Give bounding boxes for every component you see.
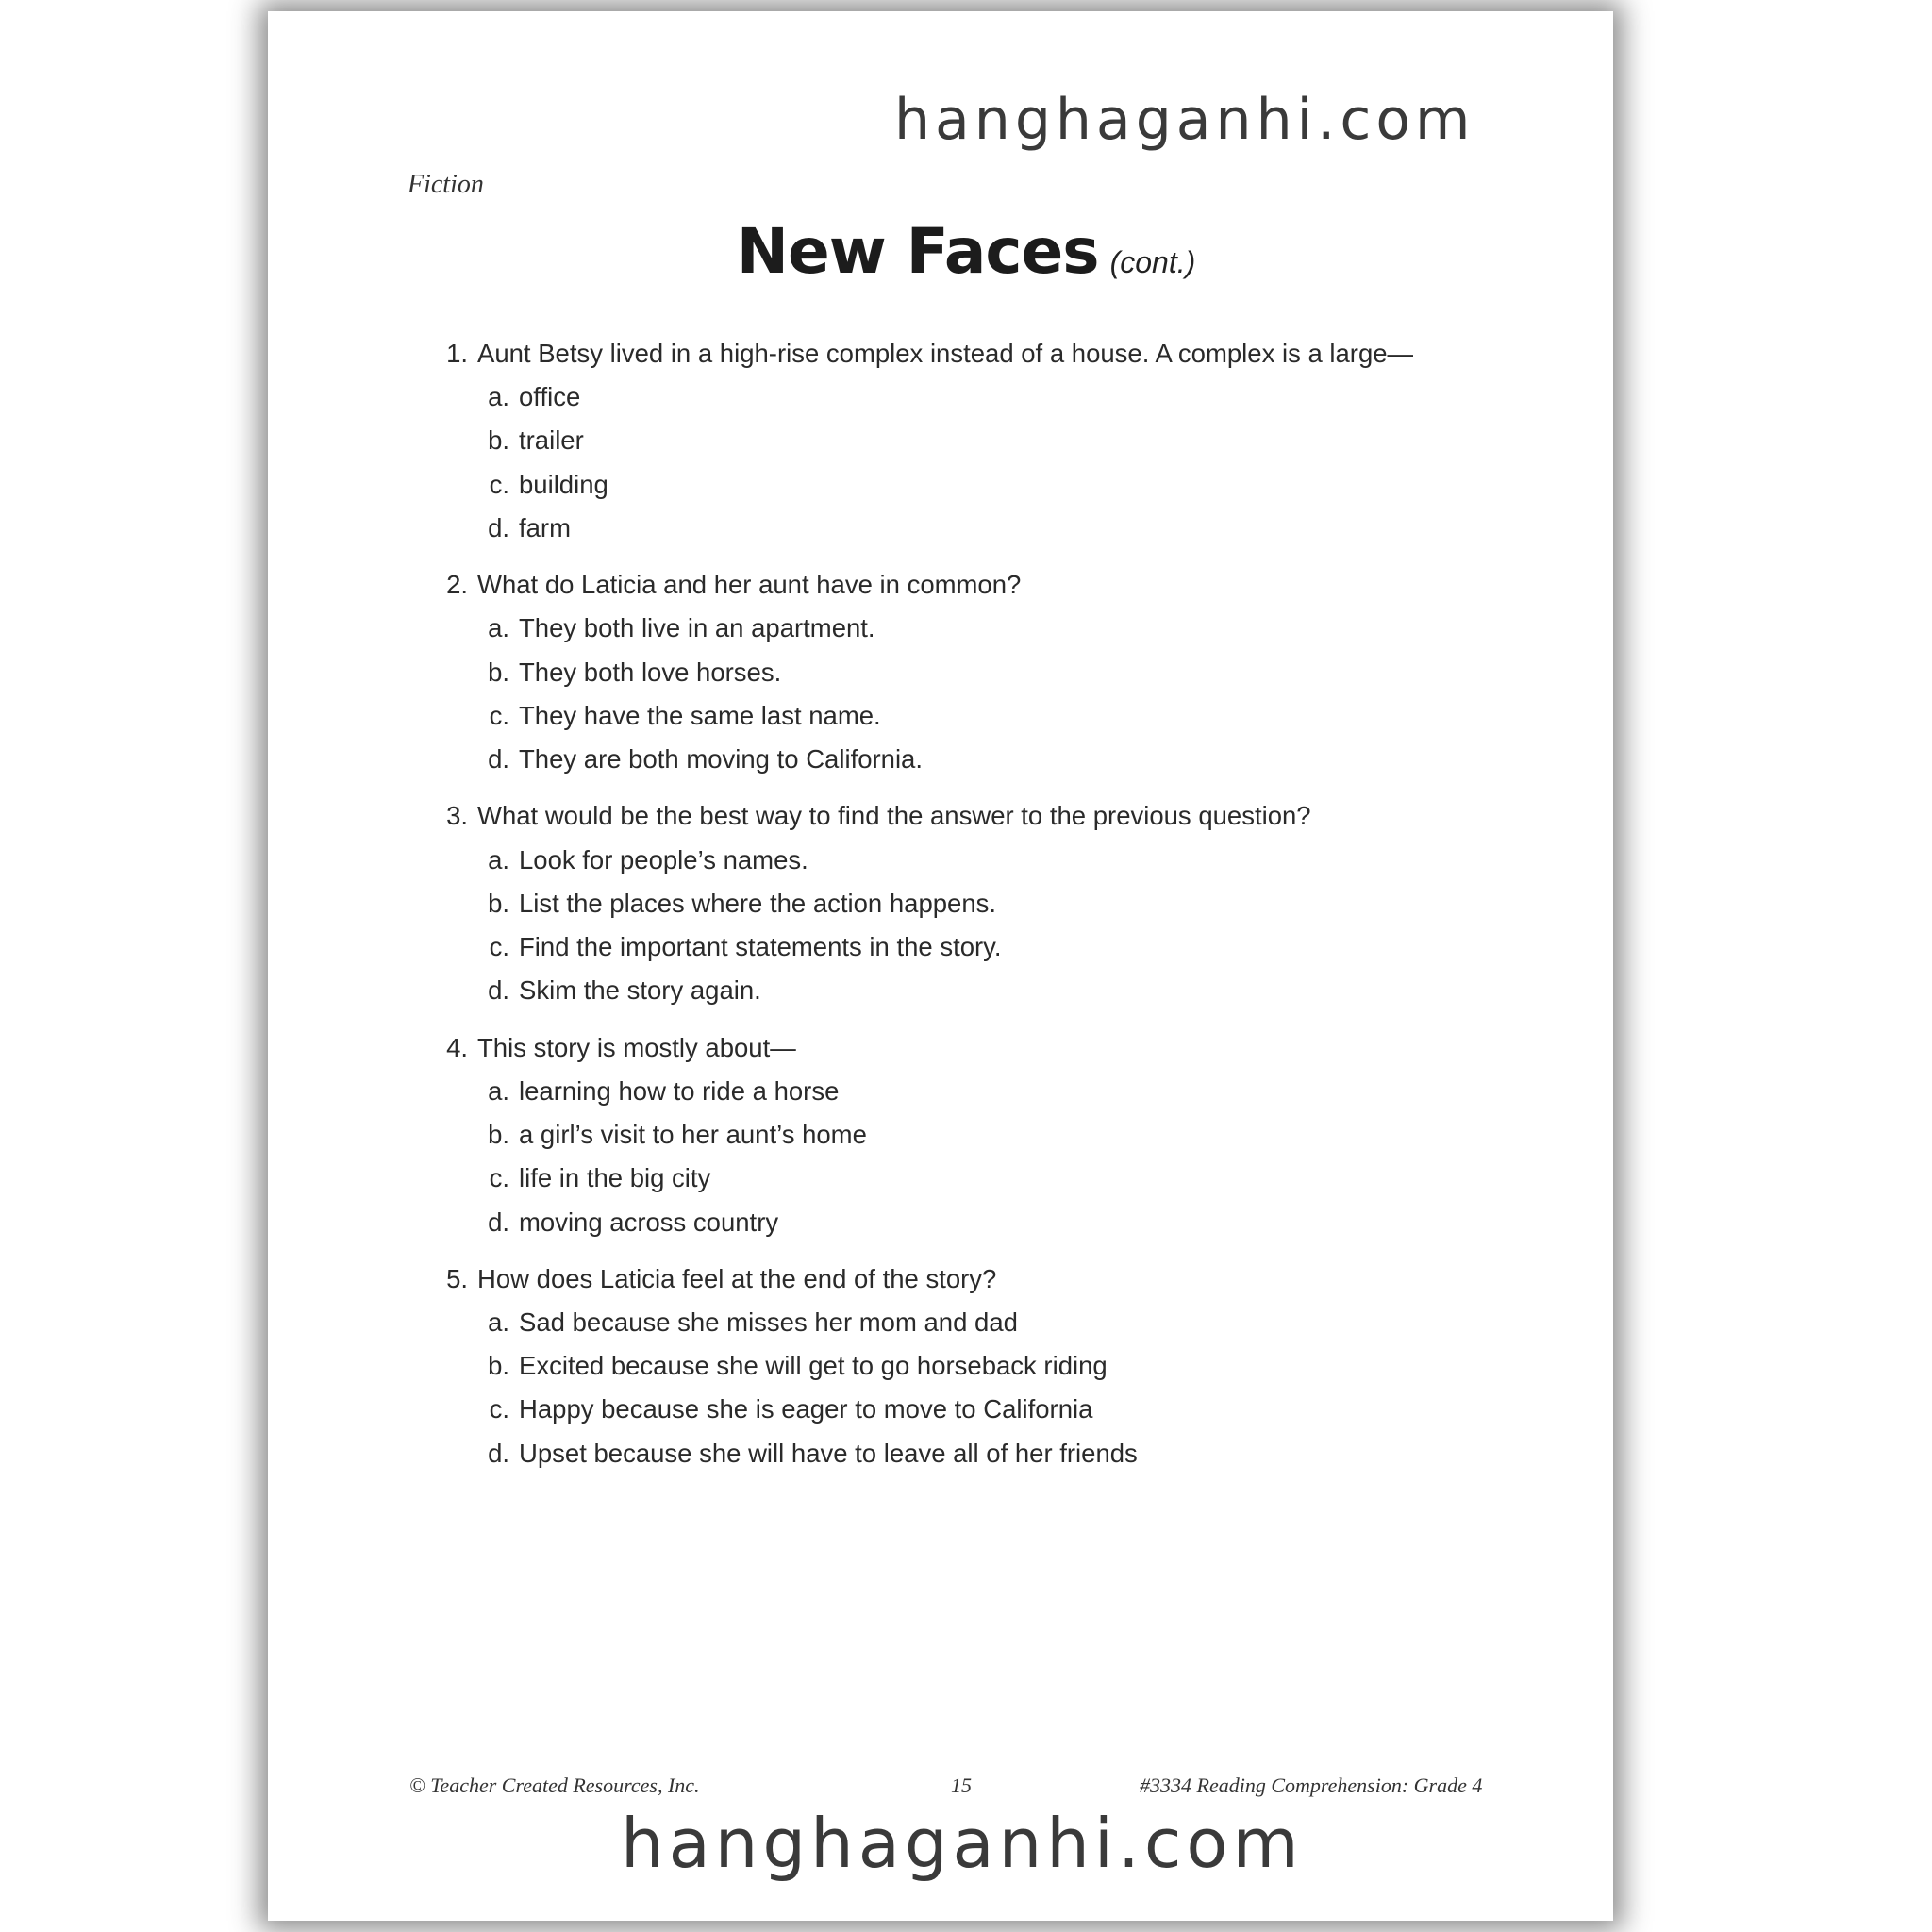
footer-page-number: 15 [951, 1774, 972, 1797]
question-item [434, 794, 1566, 1012]
answer-options [434, 1301, 1566, 1475]
option-letter: a. [488, 1307, 509, 1337]
question-item [434, 563, 1566, 781]
answer-option [434, 1157, 1566, 1200]
answer-option [434, 1432, 1566, 1475]
option-text: life in the big city [519, 1163, 711, 1193]
option-letter: d. [488, 513, 509, 543]
question-item [434, 1026, 1566, 1244]
option-text: trailer [519, 425, 584, 456]
answer-option [434, 1301, 1566, 1344]
watermark-bottom: hanghaganhi.com [621, 1804, 1304, 1883]
question-line [434, 332, 1566, 375]
page-title [0, 215, 1932, 288]
answer-option [434, 419, 1566, 462]
option-letter: d. [488, 975, 509, 1006]
option-letter: b. [488, 657, 509, 687]
answer-option [434, 1113, 1566, 1157]
answer-option [434, 738, 1566, 781]
answer-option [434, 375, 1566, 419]
option-text: They both live in an apartment. [519, 613, 875, 643]
option-text: Skim the story again. [519, 975, 761, 1006]
option-text: Sad because she misses her mom and dad [519, 1307, 1018, 1337]
option-text: Look for people’s names. [519, 844, 808, 874]
question-text: Aunt Betsy lived in a high-rise complex instead of a house. A complex is a large— [477, 339, 1414, 368]
option-letter: c. [489, 1394, 509, 1424]
answer-option [434, 607, 1566, 650]
option-text: List the places where the action happens. [519, 888, 997, 918]
title-sub: (cont.) [1109, 245, 1196, 279]
answer-options [434, 838, 1566, 1012]
option-text: They are both moving to California. [519, 744, 923, 774]
option-text: farm [519, 513, 571, 543]
question-list [434, 332, 1566, 1489]
option-text: Happy because she is eager to move to California [519, 1394, 1093, 1424]
question-item [434, 1257, 1566, 1475]
answer-option [434, 650, 1566, 693]
footer-copyright: © Teacher Created Resources, Inc. [409, 1774, 700, 1797]
option-text: learning how to ride a horse [519, 1075, 840, 1106]
option-text: Upset because she will have to leave all of her friends [519, 1438, 1138, 1468]
answer-option [434, 1070, 1566, 1113]
option-letter: b. [488, 888, 509, 918]
option-text: Excited because she will get to go horseback riding [519, 1351, 1108, 1381]
section-label: Fiction [408, 170, 484, 199]
question-number: 5. [446, 1263, 468, 1293]
answer-option [434, 1200, 1566, 1243]
answer-options [434, 375, 1566, 550]
question-number: 1. [446, 339, 468, 368]
question-text: What would be the best way to find the answer to the previous question? [477, 801, 1311, 831]
option-text: moving across country [519, 1207, 779, 1237]
answer-option [434, 463, 1566, 507]
question-line [434, 1026, 1566, 1070]
option-text: office [519, 382, 581, 412]
question-number: 3. [446, 801, 468, 831]
title-main: New Faces [736, 215, 1099, 288]
question-line [434, 563, 1566, 607]
answer-options [434, 1070, 1566, 1244]
answer-options [434, 607, 1566, 781]
option-letter: d. [488, 1207, 509, 1237]
question-number: 4. [446, 1032, 468, 1062]
option-letter: a. [488, 844, 509, 874]
answer-option [434, 694, 1566, 738]
answer-option [434, 882, 1566, 925]
option-text: They both love horses. [519, 657, 782, 687]
option-letter: a. [488, 613, 509, 643]
watermark-top: hanghaganhi.com [894, 87, 1475, 153]
option-letter: c. [489, 469, 509, 499]
question-line [434, 794, 1566, 838]
option-letter: b. [488, 425, 509, 456]
question-line [434, 1257, 1566, 1301]
answer-option [434, 838, 1566, 881]
answer-option [434, 925, 1566, 969]
option-letter: a. [488, 382, 509, 412]
option-text: building [519, 469, 608, 499]
question-number: 2. [446, 570, 468, 600]
option-letter: c. [489, 1163, 509, 1193]
option-text: They have the same last name. [519, 700, 881, 730]
question-item [434, 332, 1566, 550]
option-letter: b. [488, 1120, 509, 1149]
option-letter: c. [489, 700, 509, 730]
option-text: Find the important statements in the story. [519, 932, 1002, 962]
question-text: This story is mostly about— [477, 1032, 796, 1062]
option-letter: d. [488, 1438, 509, 1468]
option-letter: a. [488, 1075, 509, 1106]
option-letter: c. [489, 932, 509, 962]
answer-option [434, 1344, 1566, 1388]
option-letter: d. [488, 744, 509, 774]
option-letter: b. [488, 1351, 509, 1381]
footer-book-title: #3334 Reading Comprehension: Grade 4 [1140, 1774, 1483, 1797]
answer-option [434, 969, 1566, 1012]
answer-option [434, 1388, 1566, 1431]
question-text: How does Laticia feel at the end of the story? [477, 1263, 997, 1293]
answer-option [434, 507, 1566, 550]
option-text: a girl’s visit to her aunt’s home [519, 1120, 867, 1149]
question-text: What do Laticia and her aunt have in common? [477, 570, 1022, 600]
